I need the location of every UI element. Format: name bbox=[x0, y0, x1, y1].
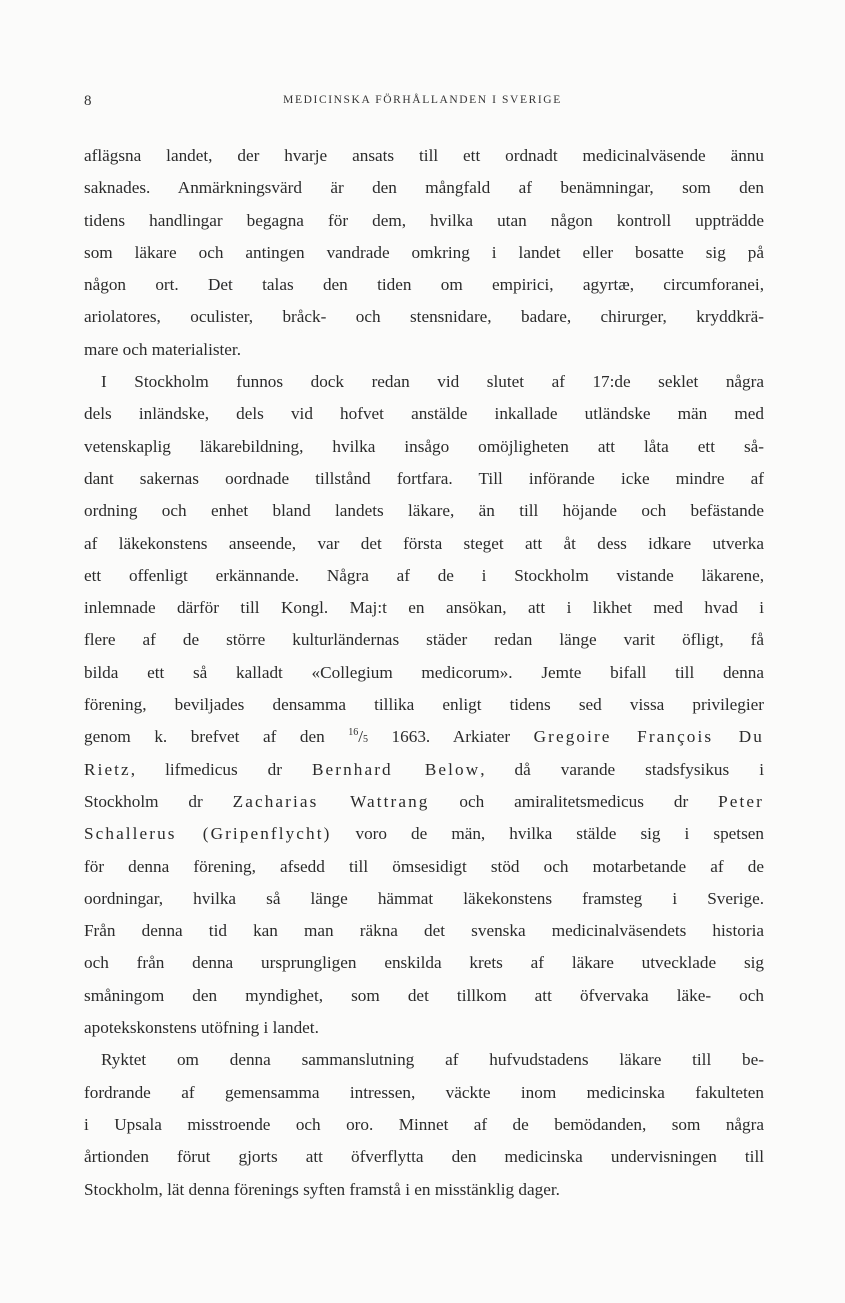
text-line: I Stockholm funnos dock redan vid slutet af 17:de seklet några bbox=[101, 372, 764, 392]
text-line bbox=[84, 754, 764, 786]
text-line: flere af de större kulturländernas städer redan länge varit öfligt, få bbox=[84, 630, 764, 650]
text-line: bilda ett så kalladt «Collegium medicorum». Jemte bifall till denna bbox=[84, 662, 764, 682]
date-fraction-denominator: 5 bbox=[363, 734, 369, 746]
text-segment: 1663. Arkiater bbox=[368, 727, 534, 747]
text-line: apotekskonstens utöfning i landet. bbox=[84, 1018, 319, 1038]
text-line: ariolatores, oculister, bråck- och stensnidare, badare, chirurger, kryddkrä- bbox=[84, 307, 764, 327]
text-line bbox=[84, 786, 764, 818]
text-segment: , då varande stadsfysikus i bbox=[480, 759, 764, 779]
text-line: genom k. brefvet af den $^{16}$/5 1663. Arkiater Gregoire François Du bbox=[84, 727, 765, 747]
text-line: Ryktet om denna sammanslutning af hufvudstadens läkare till be- bbox=[101, 1050, 764, 1070]
text-segment: Stockholm dr bbox=[84, 791, 233, 811]
running-head: MEDICINSKA FÖRHÅLLANDEN I SVERIGE bbox=[283, 94, 562, 106]
text-line: och från denna ursprungligen enskilda krets af läkare utvecklade sig bbox=[84, 953, 764, 973]
text-line: småningom den myndighet, som det tillkom att öfvervaka läke- och bbox=[84, 985, 764, 1005]
text-segment: , lifmedicus dr bbox=[130, 759, 312, 779]
text-line: dels inländske, dels vid hofvet anstälde inkallade utländske män med bbox=[84, 404, 764, 424]
text-line: dant sakernas oordnade tillstånd fortfara. Till införande icke mindre af bbox=[84, 468, 764, 488]
text-line: aflägsna landet, der hvarje ansats till ett ordnadt medicinalväsende ännu bbox=[84, 146, 764, 165]
text-line: oordningar, hvilka så länge hämmat läkekonstens framsteg i Sverige. bbox=[84, 888, 764, 908]
text-line: som läkare och antingen vandrade omkring i landet eller bosatte sig på bbox=[84, 242, 764, 262]
person-name: Bernhard Below bbox=[311, 759, 481, 779]
page-number: 8 bbox=[84, 93, 92, 109]
person-name: Gregoire François Du bbox=[533, 727, 765, 747]
text-line: mare och materialister. bbox=[84, 339, 242, 359]
person-name: Rietz bbox=[84, 759, 131, 779]
text-line: Stockholm, lät denna förenings syften framstå i en misstänklig dager. bbox=[84, 1179, 560, 1199]
text-line: af läkekonstens anseende, var det första steget att åt dess idkare utverka bbox=[84, 533, 764, 553]
text-line: ett offenligt erkännande. Några af de i Stockholm vistande läkarene, bbox=[84, 565, 764, 585]
text-line: för denna förening, afsedd till ömsesidigt stöd och motarbetande af de bbox=[84, 856, 764, 876]
body-text bbox=[84, 140, 764, 1206]
text-line: inlemnade därför till Kongl. Maj:t en ansökan, att i likhet med hvad i bbox=[84, 598, 764, 618]
text-line: i Upsala misstroende och oro. Minnet af de bemödanden, som några bbox=[84, 1114, 764, 1134]
text-line: tidens handlingar begagna för dem, hvilka utan någon kontroll uppträdde bbox=[84, 210, 764, 230]
date-fraction-numerator: 16 bbox=[348, 727, 359, 739]
text-line bbox=[84, 818, 764, 850]
text-line: årtionden förut gjorts att öfverflytta den medicinska undervisningen till bbox=[84, 1147, 764, 1167]
text-line: någon ort. Det talas den tiden om empirici, agyrtæ, circumforanei, bbox=[84, 275, 764, 295]
text-line: förening, beviljades densamma tillika enligt tidens sed vissa privilegier bbox=[84, 695, 764, 715]
text-line: Från denna tid kan man räkna det svenska medicinalväsendets historia bbox=[84, 921, 764, 941]
text-segment: och amiralitetsmedicus dr bbox=[429, 791, 719, 811]
text-line: saknades. Anmärkningsvärd är den mångfald af benämningar, som den bbox=[84, 178, 764, 198]
text-line: vetenskaplig läkarebildning, hvilka insågo omöjligheten att låta ett så- bbox=[84, 436, 764, 456]
text-line: fordrande af gemensamma intressen, väckte inom medicinska fakulteten bbox=[84, 1082, 764, 1102]
text-segment: voro de män, hvilka stälde sig i spetsen bbox=[331, 824, 764, 844]
person-name: Peter bbox=[718, 791, 764, 811]
text-line: ordning och enhet bland landets läkare, än till höjande och befästande bbox=[84, 501, 764, 521]
person-name: Zacharias Wattrang bbox=[232, 791, 430, 811]
text-segment: genom k. brefvet af den bbox=[84, 727, 349, 747]
person-name: Schallerus (Gripenflycht) bbox=[84, 824, 332, 844]
